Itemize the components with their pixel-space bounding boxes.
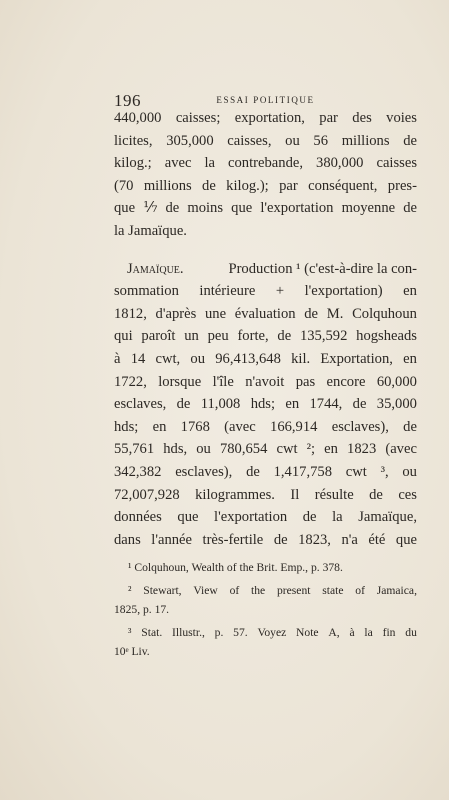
- text-line-rest: Production ¹ (c'est-à-dire la con-: [228, 260, 417, 277]
- footnote-line: 1825, p. 17.: [114, 603, 170, 616]
- paragraph-1: [114, 107, 417, 243]
- footnote-line: 10ᵉ Liv.: [114, 645, 150, 658]
- text-line: dans l'année très-fertile de 1823, n'a été que: [114, 531, 417, 548]
- body-text: [114, 107, 417, 551]
- text-line: 1722, lorsque l'île n'avoit pas encore 60,000: [114, 373, 417, 390]
- text-line: hds; en 1768 (avec 166,914 esclaves), de: [114, 418, 417, 435]
- text-line: 440,000 caisses; exportation, par des voies: [114, 110, 417, 126]
- text-line: 72,007,928 kilogrammes. Il résulte de ces: [114, 486, 417, 503]
- text-line: données que l'exportation de la Jamaïque,: [114, 509, 417, 526]
- footnote-line: ³ Stat. Illustr., p. 57. Voyez Note A, à la fin du: [128, 626, 417, 639]
- text-line: esclaves, de 11,008 hds; en 1744, de 35,000: [114, 396, 417, 413]
- text-line: la Jamaïque.: [114, 222, 187, 239]
- running-title: ESSAI POLITIQUE: [216, 95, 315, 105]
- section-lead: Jamaïque.: [127, 260, 184, 277]
- text-line: 342,382 esclaves), de 1,417,758 cwt ³, ou: [114, 463, 417, 480]
- text-line: kilog.; avec la contrebande, 380,000 caisses: [114, 155, 417, 172]
- text-line: que ⅐ de moins que l'exportation moyenne de: [114, 200, 417, 217]
- text-line: (70 millions de kilog.); par conséquent, pres-: [114, 177, 417, 194]
- text-line: qui paroît un peu forte, de 135,592 hogsheads: [114, 328, 417, 345]
- page-number: 196: [114, 91, 141, 110]
- footnotes: [114, 558, 417, 665]
- text-line: à 14 cwt, ou 96,413,648 kil. Exportation, en: [114, 350, 417, 367]
- text-line: licites, 305,000 caisses, ou 56 millions de: [114, 132, 417, 149]
- footnote-line: ² Stewart, View of the present state of Jamaica,: [128, 584, 417, 597]
- footnote-2: [114, 581, 417, 619]
- footnote-1: [114, 558, 417, 577]
- text-line: [114, 258, 417, 281]
- text-line: 1812, d'après une évaluation de M. Colquhoun: [114, 305, 417, 322]
- text-line: 55,761 hds, ou 780,654 cwt ²; en 1823 (avec: [114, 441, 417, 458]
- paragraph-2: [114, 258, 417, 552]
- footnote-3: [114, 623, 417, 661]
- footnote-line: ¹ Colquhoun, Wealth of the Brit. Emp., p. 378.: [128, 561, 343, 574]
- text-line: sommation intérieure + l'exportation) en: [114, 283, 417, 300]
